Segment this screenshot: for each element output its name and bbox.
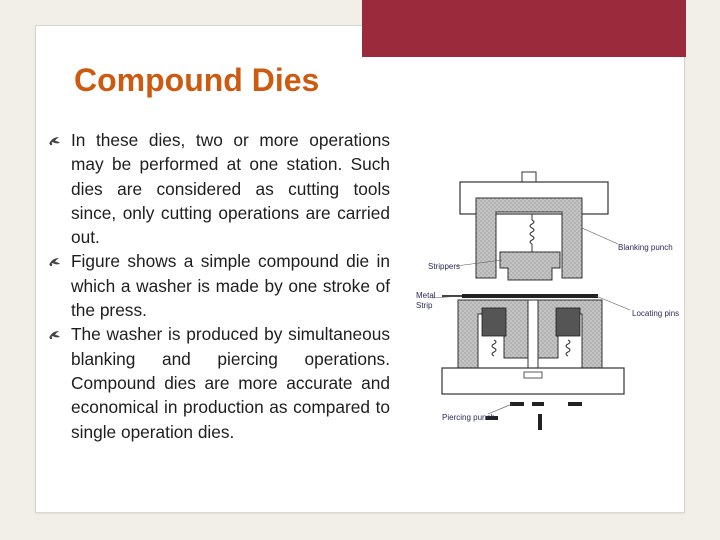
upper-spring [530,214,534,252]
lower-die-insert-right [556,308,580,336]
slide-title: Compound Dies [74,62,320,98]
label-blanking-punch: Blanking punch [618,243,673,252]
label-locating-pins: Locating pins [632,309,680,318]
scrap-piece [538,414,542,430]
scrap-piece [568,402,582,406]
label-metal-strip-2: Strip [416,301,433,310]
label-metal-strip-1: Metal [416,291,436,300]
press-ram [522,172,536,182]
lower-spring-right [566,340,570,356]
bullet-text: In these dies, two or more operations may be performed at one station. Such dies are considered as cutting tools since, only cutting operations are carried out. [71,130,390,248]
piercing-punch-column [528,300,538,368]
scrap-piece [532,402,544,406]
label-strippers: Strippers [428,262,461,271]
compound-die-figure [412,168,684,438]
stripper-block [500,252,560,280]
fleuron-bullet-icon [48,256,61,267]
bullet-text: The washer is produced by simultaneous blanking and piercing operations. Compound dies are more accurate and economical in production as compared to single operation dies. [71,324,390,442]
lower-die-insert-left [482,308,506,336]
scrap-piece [510,402,524,406]
label-piercing-punch: Piercing punch [442,413,495,422]
bullet-item-3 [48,322,390,443]
leader-blanking-punch [582,228,618,244]
lower-spring-left [492,340,496,356]
accent-bar [362,0,686,57]
metal-strip [462,294,598,298]
fleuron-bullet-icon [48,329,61,340]
base-slot [524,372,542,378]
bullet-item-1 [48,128,390,249]
bullet-item-2 [48,249,390,322]
bullet-text: Figure shows a simple compound die in which a washer is made by one stroke of the press. [71,251,390,321]
bullet-list [48,128,390,444]
fleuron-bullet-icon [48,135,61,146]
